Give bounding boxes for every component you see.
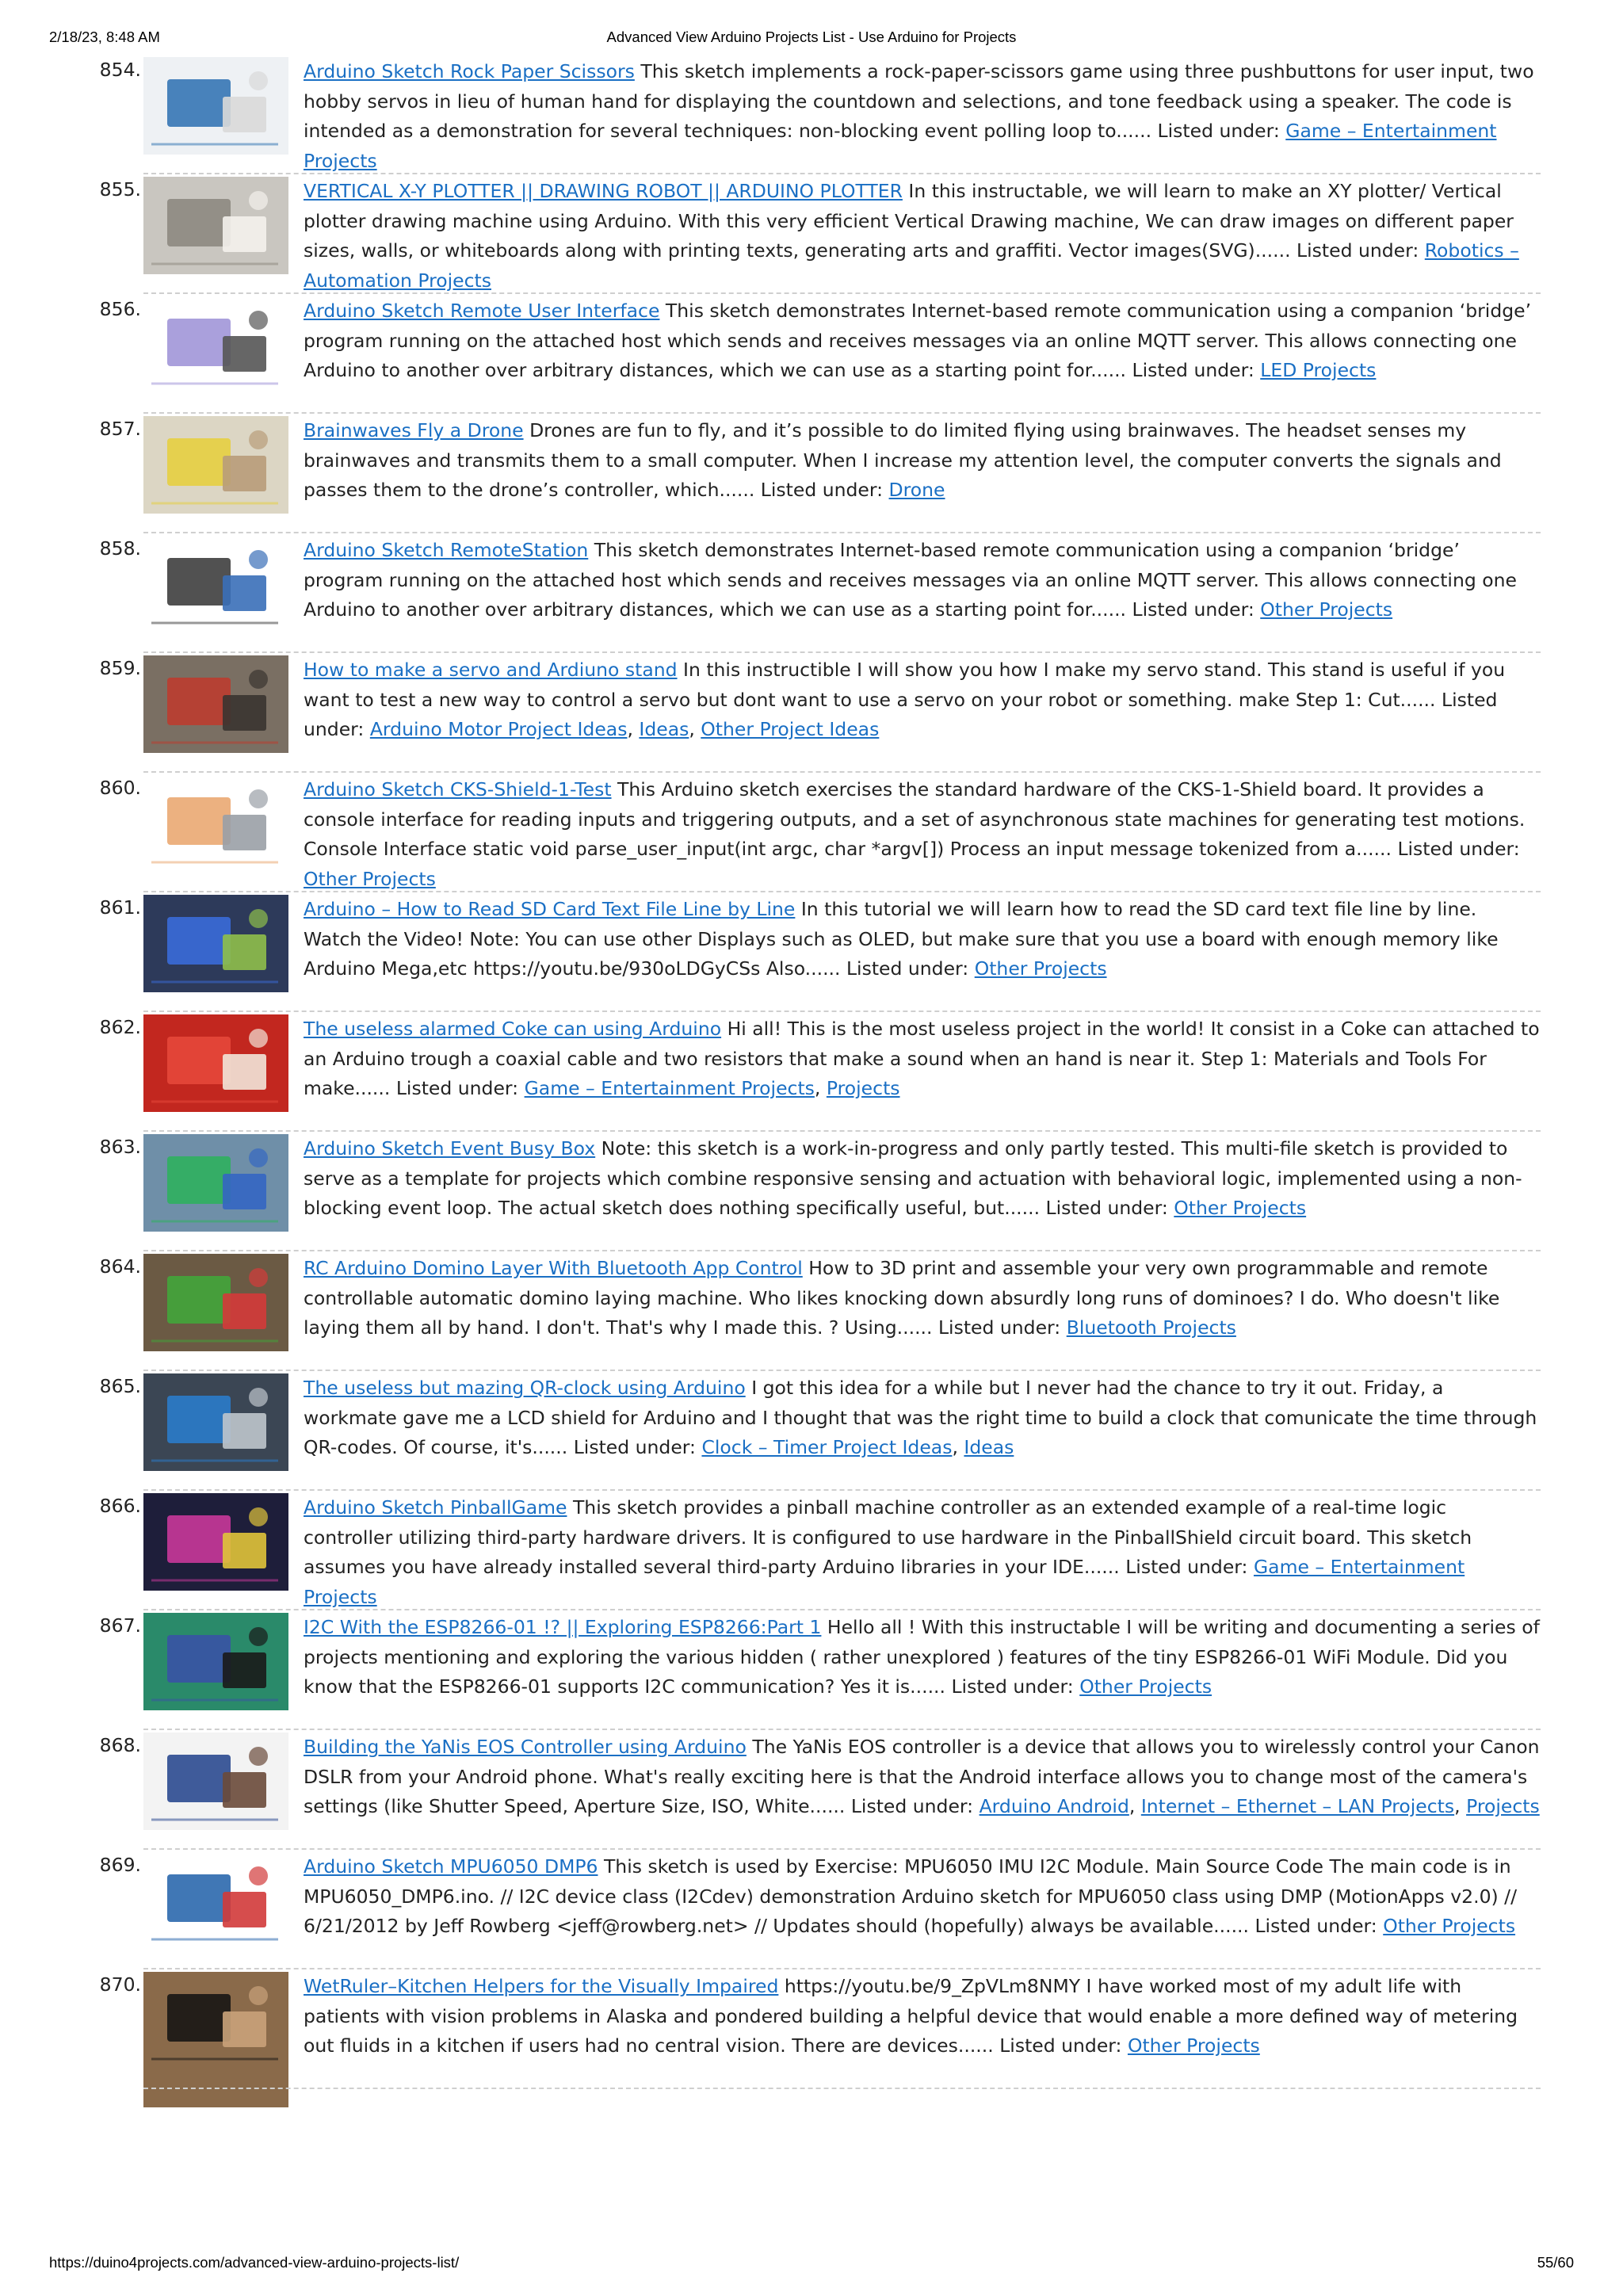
item-number: 862. [99,1016,141,1038]
list-item [0,533,1623,652]
project-description: Hi all! This is the most useless project in the world! It consist in a Coke can attached to an Arduino trough a coaxial cable and two resistors that make a sound when an hand is near it. Step 1: Materials and Tools For make...... [304,1018,1540,1099]
category-link[interactable]: Other Projects [1383,1915,1516,1937]
listed-under-label: Listed under: [1296,239,1419,262]
project-title-link[interactable]: WetRuler–Kitchen Helpers for the Visually Impaired [304,1975,779,1997]
item-text [304,1852,1540,1942]
project-description: How to 3D print and assemble your very own programmable and remote controllable automatic domino laying machine. Who likes knocking down absurdly long runs of dominoes? I do. Who doesn't like laying them all by hand. I don't. That's why I made this. ? Using...... [304,1257,1500,1339]
project-description: This sketch implements a rock-paper-scissors game using three pushbuttons for user input, two hobby servos in lieu of human hand for displaying the countdown and selections, and tone feedback using a speaker. The code is intended as a demonstration for several techniques: non-blocking event polling loop to...... [304,60,1534,142]
listed-under-label: Listed under: [760,479,884,501]
project-title-link[interactable]: Building the YaNis EOS Controller using Arduino [304,1736,747,1758]
project-description: This Arduino sketch exercises the standard hardware of the CKS-1-Shield board. It provides a console interface for reading inputs and triggering outputs, and a set of asynchronous state machines for generating test motions. Console Interface static void parse_user_input(int argc, char *argv[]) Process an input message tokenized from a...... [304,778,1526,860]
item-number: 866. [99,1495,141,1517]
listed-under-label: Listed under: [1045,1197,1168,1219]
category-link[interactable]: Clock – Timer Project Ideas [701,1436,953,1458]
project-title-link[interactable]: Arduino Sketch Event Busy Box [304,1137,596,1159]
category-link[interactable]: LED Projects [1260,359,1377,381]
listed-under-label: Listed under: [951,1675,1074,1698]
item-number: 867. [99,1614,141,1637]
category-link[interactable]: Internet – Ethernet – LAN Projects [1140,1795,1455,1817]
listed-under-label: Listed under: [1132,359,1254,381]
project-description: I got this idea for a while but I never had the chance to try it out. Friday, a workmate gave me a LCD shield for Arduino and I thought that was the right time to build a clock that comunicate the time through QR-codes. Of course, it's...... [304,1377,1537,1458]
item-number: 857. [99,418,141,440]
project-title-link[interactable]: Arduino Sketch Remote User Interface [304,300,660,322]
project-thumbnail[interactable] [143,1254,288,1351]
item-text: How to make a servo and Ardiuno stand In this instructible I will show you how I make my servo stand. This stand is useful if you want to test a new way to control a servo but dont want to use a servo on your robot or something. make Step 1: Cut...... Listed under: Arduino Motor Project Ideas, Ideas, Other Project Ideas [304,659,1506,740]
list-item [0,1251,1623,1370]
project-list [0,54,1623,2088]
project-title-link[interactable]: Arduino Sketch CKS-Shield-1-Test [304,778,612,800]
item-number: 858. [99,537,141,560]
project-thumbnail[interactable] [143,416,288,514]
project-title-link[interactable]: The useless alarmed Coke can using Arduino [304,1018,722,1040]
item-number: 855. [99,178,141,201]
category-link[interactable]: Projects [826,1077,900,1099]
item-text [304,775,1540,894]
item-text [304,1254,1540,1343]
item-number: 870. [99,1973,141,1996]
project-title-link[interactable]: Arduino Sketch MPU6050 DMP6 [304,1855,598,1878]
item-number: 856. [99,298,141,320]
item-number: 854. [99,59,141,81]
category-link[interactable]: Bluetooth Projects [1066,1316,1236,1339]
project-title-link[interactable]: Arduino Sketch PinballGame [304,1496,567,1519]
item-number: 861. [99,896,141,919]
item-number: 865. [99,1375,141,1397]
category-link[interactable]: Drone [888,479,945,501]
listed-under-label: Listed under: [573,1436,696,1458]
list-item [0,1370,1623,1490]
category-link[interactable]: Other Project Ideas [701,718,880,740]
project-title-link[interactable]: Brainwaves Fly a Drone [304,419,524,441]
project-thumbnail[interactable] [143,177,288,274]
project-thumbnail[interactable] [143,1014,288,1112]
project-thumbnail[interactable] [143,1852,288,1950]
list-item [0,1490,1623,1610]
list-item [0,1729,1623,1849]
list-item [0,892,1623,1011]
project-description: This sketch demonstrates Internet-based remote communication using a companion ‘bridge’ program running on the attached host which sends and receives messages via an online MQTT server. This allows connecting one Arduino to another over arbitrary distances, which we can use as a starting point for...... [304,539,1517,621]
item-text [304,895,1540,984]
project-thumbnail[interactable] [143,536,288,633]
category-link[interactable]: Arduino Android [979,1795,1129,1817]
listed-under-label: Listed under: [1132,598,1254,621]
project-title-link[interactable]: Arduino Sketch RemoteStation [304,539,589,561]
item-number: 868. [99,1734,141,1756]
listed-under-label: Listed under: [1125,1556,1248,1578]
item-text [304,416,1540,506]
category-link[interactable]: Other Projects [304,867,436,890]
item-number: 869. [99,1854,141,1876]
category-link[interactable]: Ideas [964,1436,1014,1458]
project-description: In this instructable, we will learn to make an XY plotter/ Vertical plotter drawing machine using Arduino. With this very efficient Vertical Drawing machine, We can draw images on different paper sizes, walls, or whiteboards along with printing texts, generating arts and graffiti. Vector images(SVG)...... [304,180,1514,262]
listed-under-label: Listed under: [395,1077,519,1099]
category-link[interactable]: Robotics – Automation Projects [304,239,1519,292]
list-item [0,1011,1623,1131]
project-description: The YaNis EOS controller is a device that allows you to wirelessly control your Canon DSLR from your Android phone. What's really exciting here is that the Android interface allows you to change most of the camera's settings (like Shutter Speed, Aperture Size, ISO, White...... [304,1736,1540,1817]
list-item [0,54,1623,174]
project-thumbnail[interactable] [143,775,288,873]
project-title-link[interactable]: VERTICAL X-Y PLOTTER || DRAWING ROBOT || ARDUINO PLOTTER [304,180,903,202]
print-header [49,29,1574,48]
project-description: Note: this sketch is a work-in-progress and only partly tested. This multi-file sketch is provided to serve as a template for projects which combine responsive sensing and actuation with behavioral logic, implemented using a non-blocking event loop. The actual sketch does nothing specifically useful, but...... [304,1137,1522,1219]
project-title-link[interactable]: How to make a servo and Ardiuno stand [304,659,678,681]
item-text [304,1613,1540,1702]
list-item [0,1849,1623,1969]
item-number: 863. [99,1136,141,1158]
category-link[interactable]: Game – Entertainment Projects [304,120,1497,172]
category-link[interactable]: Arduino Motor Project Ideas [369,718,628,740]
print-footer [49,2254,1574,2273]
list-item [0,1131,1623,1251]
item-text [304,57,1540,176]
print-datetime: 2/18/23, 8:48 AM [49,29,160,45]
listed-under-label: Listed under: [1157,120,1280,142]
project-thumbnail[interactable] [143,1613,288,1710]
item-number: 864. [99,1255,141,1278]
list-item [0,1610,1623,1729]
category-link[interactable]: Other Projects [1127,2034,1260,2057]
item-text [304,1493,1540,1612]
listed-under-label: Listed under: [1254,1915,1377,1937]
project-thumbnail[interactable] [143,296,288,394]
listed-under-label: Listed under: [304,688,1498,740]
item-divider [143,2088,1541,2089]
project-description: https://youtu.be/9_ZpVLm8NMY I have worked most of my adult life with patients with vision problems in Alaska and pondered building a helpful device that would enable a more defined way of metering out fluids in a kitchen if users had no central vision. There are devices...... [304,1975,1518,2057]
project-title-link[interactable]: I2C With the ESP8266-01 !? || Exploring ESP8266:Part 1 [304,1616,822,1638]
project-description: In this tutorial we will learn how to read the SD card text file line by line. Watch the Video! Note: You can use other Displays such as OLED, but make sure that you use a board with enough memory like Arduino Mega,etc https://youtu.be/930oLDGyCSs Also...... [304,898,1499,980]
listed-under-label: Listed under: [999,2034,1122,2057]
project-title-link[interactable]: Arduino – How to Read SD Card Text File Line by Line [304,898,796,920]
listed-under-label: Listed under: [1397,838,1520,860]
category-link[interactable]: Game – Entertainment Projects [304,1556,1465,1608]
project-thumbnail[interactable] [143,1134,288,1232]
listed-under-label: Listed under: [938,1316,1061,1339]
item-number: 859. [99,657,141,679]
list-item [0,293,1623,413]
project-description: This sketch demonstrates Internet-based remote communication using a companion ‘bridge’ program running on the attached host which sends and receives messages via an online MQTT server. This allows connecting one Arduino to another over arbitrary distances, which we can use as a starting point for...... [304,300,1532,381]
page-url: https://duino4projects.com/advanced-view-arduino-projects-list/ [49,2254,460,2271]
list-item [0,652,1623,772]
project-title-link[interactable]: RC Arduino Domino Layer With Bluetooth App Control [304,1257,803,1279]
listed-under-label: Listed under: [850,1795,974,1817]
project-description: In this instructible I will show you how I make my servo stand. This stand is useful if you want to test a new way to control a servo but dont want to use a servo on your robot or something. make Step 1: Cut...... [304,659,1506,711]
category-link[interactable]: Projects [1466,1795,1540,1817]
project-title-link[interactable]: Arduino Sketch Rock Paper Scissors [304,60,635,82]
page-number: 55/60 [1537,2254,1574,2271]
category-link[interactable]: Other Projects [1260,598,1393,621]
project-title-link[interactable]: The useless but mazing QR-clock using Arduino [304,1377,746,1399]
category-link[interactable]: Ideas [639,718,689,740]
project-description: This sketch provides a pinball machine controller as an extended example of a real-time logic controller utilizing third-party hardware drivers. It is configured to use hardware in the PinballShield circuit board. This sketch assumes you have already installed several third-party Arduino libraries in your IDE...... [304,1496,1472,1578]
list-item [0,772,1623,892]
project-thumbnail[interactable] [143,1493,288,1591]
project-description: Drones are fun to fly, and it’s possible to do limited flying using brainwaves. The headset senses my brainwaves and transmits them to a small computer. When I increase my attention level, the computer converts the signals and passes them to the drone’s controller, which...... [304,419,1502,501]
list-item [0,413,1623,533]
item-text [304,296,1540,386]
project-thumbnail[interactable] [143,895,288,992]
list-item [0,174,1623,293]
project-description: Hello all ! With this instructable I will be writing and documenting a series of projects mentioning and exploring the various hidden ( rather unexplored ) features of the tiny ESP8266-01 WiFi Module. Did you know that the ESP8266-01 supports I2C communication? Yes it is...... [304,1616,1540,1698]
page-title: Advanced View Arduino Projects List - Use Arduino for Projects [606,29,1017,45]
item-text: Building the YaNis EOS Controller using Arduino The YaNis EOS controller is a device that allows you to wirelessly control your Canon DSLR from your Android phone. What's really exciting here is that the Android interface allows you to change most of the camera's settings (like Shutter Speed, Aperture Size, ISO, White...... Listed under: Arduino Android, Internet – Ethernet – LAN Projects, Projects [304,1736,1540,1817]
category-link[interactable]: Other Projects [974,957,1107,980]
project-description: This sketch is used by Exercise: MPU6050 IMU I2C Module. Main Source Code The main code is in MPU6050_DMP6.ino. // I2C device class (I2Cdev) demonstration Arduino sketch for MPU6050 class using DMP (MotionApps v2.0) // 6/21/2012 by Jeff Rowberg <jeff@rowberg.net> // Updates should (hopefully) always be available...... [304,1855,1518,1937]
project-thumbnail[interactable] [143,1373,288,1471]
item-text [304,1972,1540,2061]
list-item [0,1969,1623,2088]
item-number: 860. [99,777,141,799]
category-link[interactable]: Other Projects [1174,1197,1307,1219]
item-text [304,1134,1540,1224]
project-thumbnail[interactable] [143,57,288,155]
item-text [304,177,1540,296]
item-text: The useless alarmed Coke can using Arduino Hi all! This is the most useless project in the world! It consist in a Coke can attached to an Arduino trough a coaxial cable and two resistors that make a sound when an hand is near it. Step 1: Materials and Tools For make...... Listed under: Game – Entertainment Projects, Projects [304,1018,1540,1099]
category-link[interactable]: Other Projects [1079,1675,1212,1698]
listed-under-label: Listed under: [846,957,969,980]
project-thumbnail[interactable] [143,1733,288,1830]
item-text [304,536,1540,625]
item-text: The useless but mazing QR-clock using Arduino I got this idea for a while but I never had the chance to try it out. Friday, a workmate gave me a LCD shield for Arduino and I thought that was the right time to build a clock that comunicate the time through QR-codes. Of course, it's...... Listed under: Clock – Timer Project Ideas, Ideas [304,1377,1537,1458]
category-link[interactable]: Game – Entertainment Projects [524,1077,815,1099]
project-thumbnail[interactable] [143,655,288,753]
